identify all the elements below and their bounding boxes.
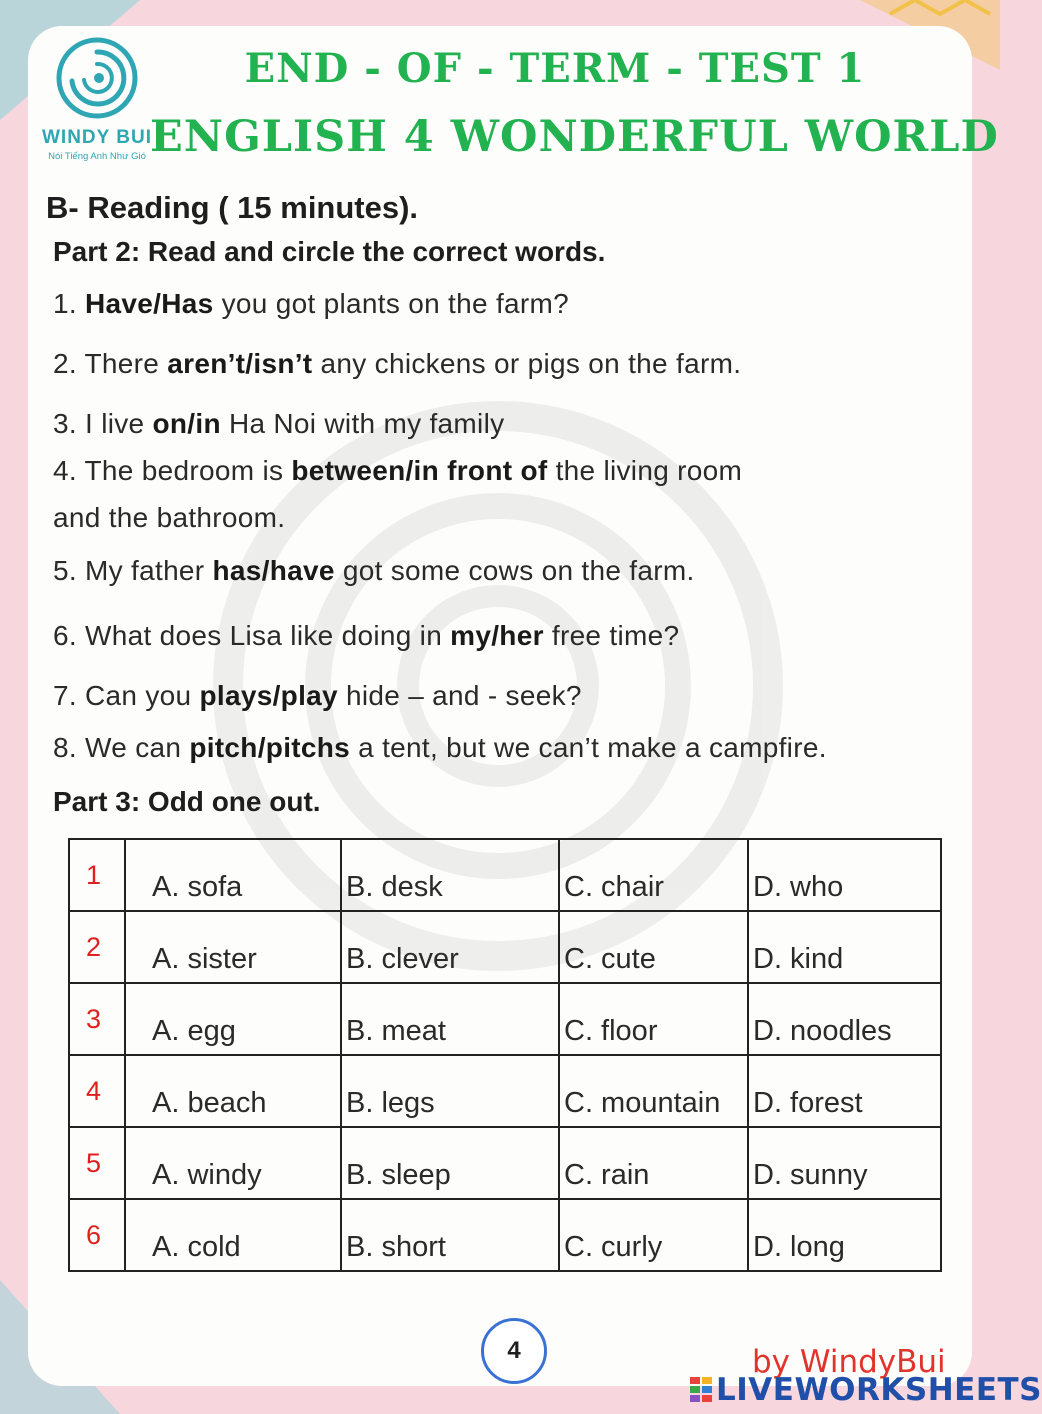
table-row [69,983,941,1055]
question-5: 5. My father has/have got some cows on the farm. [53,555,695,586]
page-subtitle: ENGLISH 4 WONDERFUL WORLD [150,112,999,162]
option-b[interactable]: B. desk [341,839,559,911]
choice-words[interactable]: my/her [450,620,544,651]
swirl-logo-icon [55,36,139,120]
row-number: 5 [69,1127,125,1199]
option-c[interactable]: C. curly [559,1199,748,1271]
row-number: 4 [69,1055,125,1127]
logo-name: WINDY BUI [42,127,152,148]
option-d[interactable]: D. kind [748,911,941,983]
question-4: 4. The bedroom is between/in front of the living room [53,455,743,486]
question-1: 1. Have/Has you got plants on the farm? [53,288,570,319]
option-c[interactable]: C. cute [559,911,748,983]
option-d[interactable]: D. sunny [748,1127,941,1199]
row-number: 2 [69,911,125,983]
odd-one-out-table [68,838,942,1272]
question-3: 3. I live on/in Ha Noi with my family [53,408,505,439]
option-b[interactable]: B. clever [341,911,559,983]
table-row [69,1127,941,1199]
page-title: END - OF - TERM - TEST 1 [244,45,866,92]
option-b[interactable]: B. short [341,1199,559,1271]
table-row [69,1199,941,1271]
choice-words[interactable]: has/have [212,555,335,586]
option-b[interactable]: B. sleep [341,1127,559,1199]
option-c[interactable]: C. chair [559,839,748,911]
part2-title: Part 2: Read and circle the correct words. [53,236,606,267]
page-number: 4 [481,1318,547,1384]
question-8: 8. We can pitch/pitchs a tent, but we can’t make a campfire. [53,732,827,763]
liveworksheets-logo-icon [690,1377,712,1403]
author-credit: by WindyBui [752,1344,946,1380]
choice-words[interactable]: plays/play [199,680,338,711]
choice-words[interactable]: pitch/pitchs [189,732,351,763]
section-title: B- Reading ( 15 minutes). [46,190,419,225]
option-b[interactable]: B. legs [341,1055,559,1127]
option-b[interactable]: B. meat [341,983,559,1055]
brand-logo [32,36,162,162]
option-a[interactable]: A. cold [125,1199,341,1271]
option-d[interactable]: D. long [748,1199,941,1271]
row-number: 6 [69,1199,125,1271]
question-4-continued: and the bathroom. [53,502,286,533]
option-c[interactable]: C. rain [559,1127,748,1199]
option-a[interactable]: A. beach [125,1055,341,1127]
row-number: 3 [69,983,125,1055]
liveworksheets-text: LIVEWORKSHEETS [716,1372,1042,1408]
row-number: 1 [69,839,125,911]
option-c[interactable]: C. mountain [559,1055,748,1127]
option-a[interactable]: A. egg [125,983,341,1055]
option-a[interactable]: A. sister [125,911,341,983]
option-d[interactable]: D. noodles [748,983,941,1055]
liveworksheets-brand[interactable] [690,1372,1042,1408]
choice-words[interactable]: on/in [152,408,221,439]
option-d[interactable]: D. forest [748,1055,941,1127]
question-2: 2. There aren’t/isn’t any chickens or pigs on the farm. [53,348,742,379]
choice-words[interactable]: Have/Has [85,288,214,319]
choice-words[interactable]: between/in front of [291,455,548,486]
option-a[interactable]: A. windy [125,1127,341,1199]
question-7: 7. Can you plays/play hide – and - seek? [53,680,582,711]
choice-words[interactable]: aren’t/isn’t [167,348,313,379]
part3-title: Part 3: Odd one out. [53,786,321,817]
logo-tagline: Nói Tiếng Anh Như Gió [48,151,146,162]
question-6: 6. What does Lisa like doing in my/her free time? [53,620,680,651]
table-row [69,911,941,983]
table-row [69,839,941,911]
option-c[interactable]: C. floor [559,983,748,1055]
option-a[interactable]: A. sofa [125,839,341,911]
table-row [69,1055,941,1127]
option-d[interactable]: D. who [748,839,941,911]
